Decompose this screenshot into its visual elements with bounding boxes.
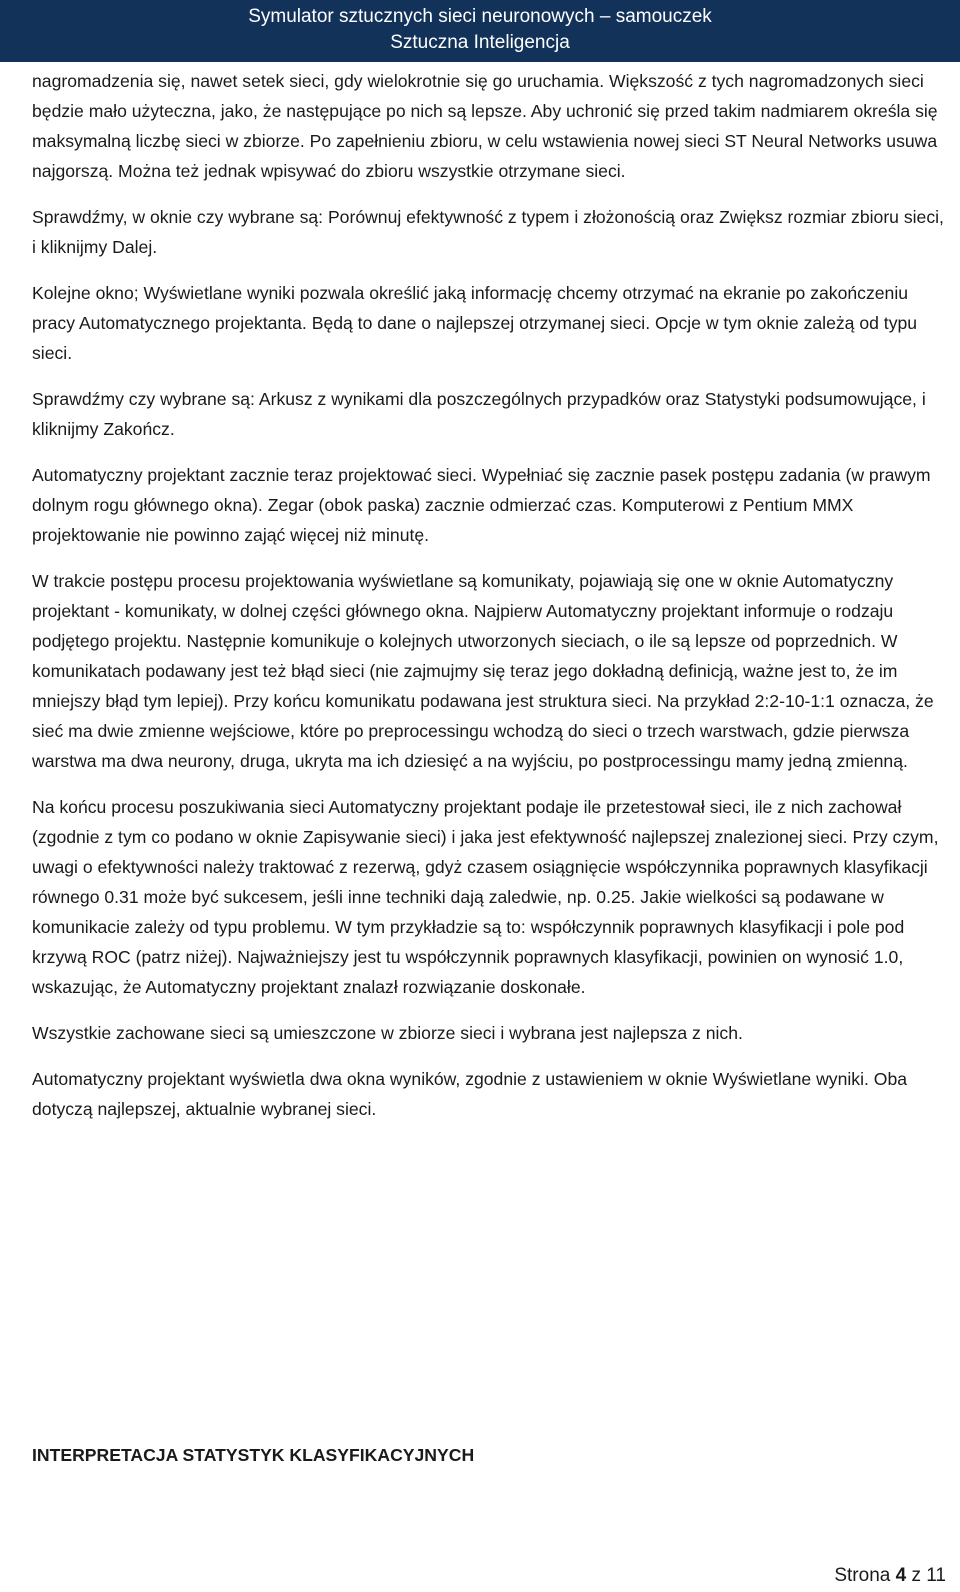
page-separator: z <box>911 1565 921 1586</box>
paragraph-3: Kolejne okno; Wyświetlane wyniki pozwala określić jaką informację chcemy otrzymać na ekranie po zakończeniu pracy Automatycznego projektanta. Będą to dane o najlepszej otrzymanej sieci. Opcje w tym oknie zależą od typu sieci. <box>32 283 918 363</box>
page-header <box>0 0 960 62</box>
current-page-number: 4 <box>895 1565 907 1586</box>
paragraph-7: Na końcu procesu poszukiwania sieci Automatyczny projektant podaje ile przetestował sieci, ile z nich zachował (zgodnie z tym co podano w oknie Zapisywanie sieci) i jaka jest efektywność najlepszej znalezionej sieci. Przy czym, uwagi o efektywności należy traktować z rezerwą, gdyż czasem osiągnięcie współczynnika poprawnych klasyfikacji równego 0.31 może być sukcesem, jeśli inne techniki dają zaledwie, np. 0.25. Jakie wielkości są podawane w komunikacie zależy od typu problemu. W tym przykładzie są to: współczynnik poprawnych klasyfikacji i pole pod krzywą ROC (patrz niżej). Najważniejszy jest tu współczynnik poprawnych klasyfikacji, powinien on wynosić 1.0, wskazując, że Automatyczny projektant znalazł rozwiązanie doskonałe. <box>32 797 939 997</box>
page-label: Strona <box>834 1565 891 1586</box>
paragraph-2: Sprawdźmy, w oknie czy wybrane są: Porównuj efektywność z typem i złożonością oraz Zwiększ rozmiar zbioru sieci, i kliknijmy Dalej. <box>32 207 944 257</box>
document-body <box>32 66 950 1140</box>
paragraph-9: Automatyczny projektant wyświetla dwa okna wyników, zgodnie z ustawieniem w oknie Wyświetlane wyniki. Oba dotyczą najlepszej, aktualnie wybranej sieci. <box>32 1069 908 1119</box>
paragraph-8: Wszystkie zachowane sieci są umieszczone w zbiorze sieci i wybrana jest najlepsza z nich. <box>32 1023 743 1043</box>
paragraph-5: Automatyczny projektant zacznie teraz projektować sieci. Wypełniać się zacznie pasek postępu zadania (w prawym dolnym rogu głównego okna). Zegar (obok paska) zacznie odmierzać czas. Komputerowi z Pentium MMX projektowanie nie powinno zająć więcej niż minutę. <box>32 465 931 545</box>
header-title: Symulator sztucznych sieci neuronowych – samouczek <box>248 6 712 27</box>
total-pages: 11 <box>926 1565 946 1586</box>
header-subtitle: Sztuczna Inteligencja <box>390 32 570 53</box>
paragraph-1: nagromadzenia się, nawet setek sieci, gdy wielokrotnie się go uruchamia. Większość z tych nagromadzonych sieci będzie mało użyteczna, jako, że następujące po nich są lepsze. Aby uchronić się przed takim nadmiarem określa się maksymalną liczbę sieci w zbiorze. Po zapełnieniu zbioru, w celu wstawienia nowej sieci ST Neural Networks usuwa najgorszą. Można też jednak wpisywać do zbioru wszystkie otrzymane sieci. <box>32 71 938 181</box>
page-footer <box>834 1562 946 1590</box>
section-heading: INTERPRETACJA STATYSTYK KLASYFIKACYJNYCH <box>32 1445 475 1465</box>
paragraph-6: W trakcie postępu procesu projektowania wyświetlane są komunikaty, pojawiają się one w oknie Automatyczny projektant - komunikaty, w dolnej części głównego okna. Najpierw Automatyczny projektant informuje o rodzaju podjętego projektu. Następnie komunikuje o kolejnych utworzonych sieciach, o ile są lepsze od poprzednich. W komunikatach podawany jest też błąd sieci (nie zajmujmy się teraz jego dokładną definicją, ważne jest to, że im mniejszy błąd tym lepiej). Przy końcu komunikatu podawana jest struktura sieci. Na przykład 2:2-10-1:1 oznacza, że sieć ma dwie zmienne wejściowe, które po preprocessingu wchodzą do sieci o trzech warstwach, gdzie pierwsza warstwa ma dwa neurony, druga, ukryta ma ich dziesięć a na wyjściu, po postprocessingu mamy jedną zmienną. <box>32 571 934 771</box>
paragraph-4: Sprawdźmy czy wybrane są: Arkusz z wynikami dla poszczególnych przypadków oraz Statystyki podsumowujące, i kliknijmy Zakończ. <box>32 389 926 439</box>
